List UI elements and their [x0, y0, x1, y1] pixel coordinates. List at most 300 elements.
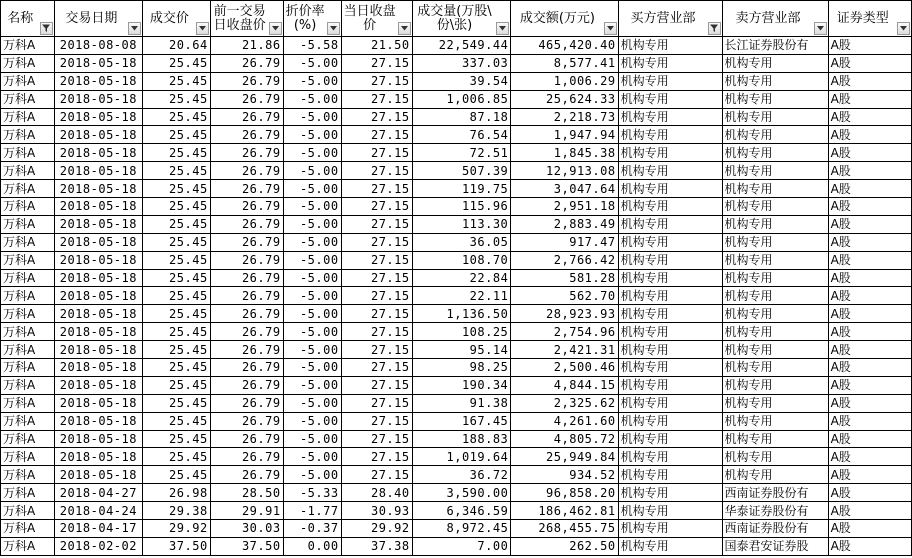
cell-name[interactable]: 万科A [1, 502, 55, 520]
cell-prev-close[interactable]: 26.79 [210, 466, 283, 484]
cell-close[interactable]: 29.92 [341, 520, 412, 538]
cell-security-type[interactable]: A股 [828, 502, 911, 520]
cell-discount-rate[interactable]: -5.00 [283, 466, 341, 484]
cell-buyer[interactable]: 机构专用 [618, 287, 722, 305]
cell-security-type[interactable]: A股 [828, 359, 911, 377]
cell-price[interactable]: 29.92 [143, 520, 210, 538]
cell-discount-rate[interactable]: -5.58 [283, 37, 341, 55]
cell-amount[interactable]: 2,500.46 [511, 359, 618, 377]
cell-buyer[interactable]: 机构专用 [618, 430, 722, 448]
cell-price[interactable]: 25.45 [143, 233, 210, 251]
filter-dropdown-icon[interactable] [196, 22, 209, 35]
cell-seller[interactable]: 机构专用 [722, 215, 828, 233]
cell-price[interactable]: 25.45 [143, 305, 210, 323]
cell-buyer[interactable]: 机构专用 [618, 144, 722, 162]
cell-amount[interactable]: 2,951.18 [511, 198, 618, 216]
cell-name[interactable]: 万科A [1, 376, 55, 394]
cell-volume[interactable]: 1,136.50 [412, 305, 511, 323]
cell-discount-rate[interactable]: -5.00 [283, 305, 341, 323]
cell-trade-date[interactable]: 2018-05-18 [54, 269, 143, 287]
cell-close[interactable]: 27.15 [341, 198, 412, 216]
cell-close[interactable]: 37.38 [341, 537, 412, 555]
cell-close[interactable]: 28.40 [341, 484, 412, 502]
cell-buyer[interactable]: 机构专用 [618, 269, 722, 287]
cell-security-type[interactable]: A股 [828, 323, 911, 341]
cell-volume[interactable]: 36.72 [412, 466, 511, 484]
cell-discount-rate[interactable]: -5.00 [283, 394, 341, 412]
cell-volume[interactable]: 507.39 [412, 162, 511, 180]
cell-security-type[interactable]: A股 [828, 484, 911, 502]
cell-volume[interactable]: 3,590.00 [412, 484, 511, 502]
cell-buyer[interactable]: 机构专用 [618, 90, 722, 108]
cell-name[interactable]: 万科A [1, 251, 55, 269]
cell-trade-date[interactable]: 2018-05-18 [54, 180, 143, 198]
cell-close[interactable]: 27.15 [341, 466, 412, 484]
cell-trade-date[interactable]: 2018-08-08 [54, 37, 143, 55]
cell-buyer[interactable]: 机构专用 [618, 448, 722, 466]
cell-security-type[interactable]: A股 [828, 90, 911, 108]
cell-prev-close[interactable]: 26.79 [210, 233, 283, 251]
cell-seller[interactable]: 西南证券股份有 [722, 484, 828, 502]
cell-trade-date[interactable]: 2018-05-18 [54, 466, 143, 484]
cell-prev-close[interactable]: 30.03 [210, 520, 283, 538]
cell-volume[interactable]: 108.25 [412, 323, 511, 341]
cell-close[interactable]: 27.15 [341, 215, 412, 233]
cell-discount-rate[interactable]: -5.33 [283, 484, 341, 502]
cell-volume[interactable]: 95.14 [412, 341, 511, 359]
cell-name[interactable]: 万科A [1, 359, 55, 377]
cell-name[interactable]: 万科A [1, 520, 55, 538]
cell-amount[interactable]: 562.70 [511, 287, 618, 305]
cell-name[interactable]: 万科A [1, 430, 55, 448]
cell-discount-rate[interactable]: -5.00 [283, 90, 341, 108]
cell-prev-close[interactable]: 26.79 [210, 323, 283, 341]
cell-volume[interactable]: 115.96 [412, 198, 511, 216]
cell-buyer[interactable]: 机构专用 [618, 412, 722, 430]
cell-seller[interactable]: 长江证券股份有 [722, 37, 828, 55]
cell-volume[interactable]: 76.54 [412, 126, 511, 144]
cell-buyer[interactable]: 机构专用 [618, 251, 722, 269]
cell-amount[interactable]: 4,805.72 [511, 430, 618, 448]
cell-seller[interactable]: 机构专用 [722, 198, 828, 216]
cell-discount-rate[interactable]: -5.00 [283, 180, 341, 198]
cell-buyer[interactable]: 机构专用 [618, 162, 722, 180]
cell-discount-rate[interactable]: -5.00 [283, 412, 341, 430]
cell-price[interactable]: 25.45 [143, 90, 210, 108]
cell-volume[interactable]: 22.84 [412, 269, 511, 287]
cell-seller[interactable]: 机构专用 [722, 305, 828, 323]
cell-amount[interactable]: 4,844.15 [511, 376, 618, 394]
cell-prev-close[interactable]: 26.79 [210, 287, 283, 305]
cell-discount-rate[interactable]: -5.00 [283, 233, 341, 251]
cell-discount-rate[interactable]: -5.00 [283, 54, 341, 72]
cell-trade-date[interactable]: 2018-05-18 [54, 108, 143, 126]
cell-prev-close[interactable]: 26.79 [210, 180, 283, 198]
cell-discount-rate[interactable]: -1.77 [283, 502, 341, 520]
filter-dropdown-icon[interactable] [269, 22, 282, 35]
cell-prev-close[interactable]: 28.50 [210, 484, 283, 502]
cell-price[interactable]: 25.45 [143, 394, 210, 412]
cell-trade-date[interactable]: 2018-05-18 [54, 233, 143, 251]
cell-buyer[interactable]: 机构专用 [618, 215, 722, 233]
cell-seller[interactable]: 机构专用 [722, 251, 828, 269]
cell-close[interactable]: 27.15 [341, 251, 412, 269]
cell-close[interactable]: 21.50 [341, 37, 412, 55]
cell-seller[interactable]: 机构专用 [722, 376, 828, 394]
cell-name[interactable]: 万科A [1, 180, 55, 198]
cell-volume[interactable]: 72.51 [412, 144, 511, 162]
cell-price[interactable]: 29.38 [143, 502, 210, 520]
cell-close[interactable]: 30.93 [341, 502, 412, 520]
cell-price[interactable]: 25.45 [143, 198, 210, 216]
cell-volume[interactable]: 87.18 [412, 108, 511, 126]
cell-volume[interactable]: 188.83 [412, 430, 511, 448]
cell-discount-rate[interactable]: -5.00 [283, 215, 341, 233]
cell-price[interactable]: 25.45 [143, 430, 210, 448]
cell-close[interactable]: 27.15 [341, 412, 412, 430]
cell-seller[interactable]: 国泰君安证券股 [722, 537, 828, 555]
cell-seller[interactable]: 机构专用 [722, 359, 828, 377]
cell-volume[interactable]: 337.03 [412, 54, 511, 72]
cell-amount[interactable]: 28,923.93 [511, 305, 618, 323]
cell-discount-rate[interactable]: -5.00 [283, 323, 341, 341]
cell-volume[interactable]: 22.11 [412, 287, 511, 305]
cell-discount-rate[interactable]: -5.00 [283, 126, 341, 144]
cell-close[interactable]: 27.15 [341, 359, 412, 377]
cell-trade-date[interactable]: 2018-05-18 [54, 430, 143, 448]
cell-volume[interactable]: 6,346.59 [412, 502, 511, 520]
cell-seller[interactable]: 机构专用 [722, 394, 828, 412]
cell-prev-close[interactable]: 26.79 [210, 305, 283, 323]
cell-amount[interactable]: 2,218.73 [511, 108, 618, 126]
cell-amount[interactable]: 917.47 [511, 233, 618, 251]
cell-buyer[interactable]: 机构专用 [618, 484, 722, 502]
cell-close[interactable]: 27.15 [341, 430, 412, 448]
cell-trade-date[interactable]: 2018-05-18 [54, 126, 143, 144]
cell-trade-date[interactable]: 2018-05-18 [54, 54, 143, 72]
cell-seller[interactable]: 机构专用 [722, 448, 828, 466]
cell-trade-date[interactable]: 2018-05-18 [54, 198, 143, 216]
cell-price[interactable]: 25.45 [143, 359, 210, 377]
cell-discount-rate[interactable]: -5.00 [283, 251, 341, 269]
cell-buyer[interactable]: 机构专用 [618, 466, 722, 484]
cell-prev-close[interactable]: 26.79 [210, 108, 283, 126]
cell-close[interactable]: 27.15 [341, 144, 412, 162]
cell-volume[interactable]: 98.25 [412, 359, 511, 377]
cell-price[interactable]: 25.45 [143, 144, 210, 162]
cell-close[interactable]: 27.15 [341, 287, 412, 305]
cell-name[interactable]: 万科A [1, 537, 55, 555]
cell-prev-close[interactable]: 26.79 [210, 54, 283, 72]
cell-trade-date[interactable]: 2018-05-18 [54, 359, 143, 377]
cell-trade-date[interactable]: 2018-04-24 [54, 502, 143, 520]
cell-security-type[interactable]: A股 [828, 144, 911, 162]
cell-price[interactable]: 25.45 [143, 376, 210, 394]
cell-prev-close[interactable]: 26.79 [210, 72, 283, 90]
cell-seller[interactable]: 机构专用 [722, 430, 828, 448]
cell-security-type[interactable]: A股 [828, 430, 911, 448]
filter-dropdown-icon[interactable] [604, 22, 617, 35]
cell-security-type[interactable]: A股 [828, 54, 911, 72]
cell-buyer[interactable]: 机构专用 [618, 537, 722, 555]
cell-prev-close[interactable]: 26.79 [210, 144, 283, 162]
cell-amount[interactable]: 1,947.94 [511, 126, 618, 144]
cell-trade-date[interactable]: 2018-05-18 [54, 72, 143, 90]
cell-discount-rate[interactable]: -5.00 [283, 430, 341, 448]
cell-price[interactable]: 25.45 [143, 215, 210, 233]
cell-trade-date[interactable]: 2018-05-18 [54, 162, 143, 180]
cell-seller[interactable]: 机构专用 [722, 323, 828, 341]
cell-price[interactable]: 25.45 [143, 412, 210, 430]
cell-price[interactable]: 25.45 [143, 162, 210, 180]
cell-buyer[interactable]: 机构专用 [618, 180, 722, 198]
cell-price[interactable]: 25.45 [143, 251, 210, 269]
cell-name[interactable]: 万科A [1, 162, 55, 180]
filter-dropdown-icon[interactable] [398, 22, 411, 35]
cell-price[interactable]: 25.45 [143, 54, 210, 72]
cell-name[interactable]: 万科A [1, 412, 55, 430]
cell-buyer[interactable]: 机构专用 [618, 323, 722, 341]
cell-discount-rate[interactable]: -5.00 [283, 269, 341, 287]
cell-trade-date[interactable]: 2018-05-18 [54, 144, 143, 162]
cell-discount-rate[interactable]: -5.00 [283, 448, 341, 466]
cell-close[interactable]: 27.15 [341, 54, 412, 72]
cell-buyer[interactable]: 机构专用 [618, 520, 722, 538]
cell-volume[interactable]: 108.70 [412, 251, 511, 269]
cell-buyer[interactable]: 机构专用 [618, 394, 722, 412]
cell-seller[interactable]: 机构专用 [722, 341, 828, 359]
cell-prev-close[interactable]: 26.79 [210, 251, 283, 269]
cell-amount[interactable]: 4,261.60 [511, 412, 618, 430]
cell-volume[interactable]: 119.75 [412, 180, 511, 198]
cell-seller[interactable]: 机构专用 [722, 162, 828, 180]
cell-close[interactable]: 27.15 [341, 162, 412, 180]
cell-prev-close[interactable]: 26.79 [210, 341, 283, 359]
cell-amount[interactable]: 25,624.33 [511, 90, 618, 108]
cell-seller[interactable]: 机构专用 [722, 72, 828, 90]
cell-price[interactable]: 25.45 [143, 466, 210, 484]
cell-volume[interactable]: 7.00 [412, 537, 511, 555]
cell-prev-close[interactable]: 26.79 [210, 412, 283, 430]
cell-amount[interactable]: 1,006.29 [511, 72, 618, 90]
cell-seller[interactable]: 机构专用 [722, 54, 828, 72]
cell-trade-date[interactable]: 2018-05-18 [54, 305, 143, 323]
cell-close[interactable]: 27.15 [341, 376, 412, 394]
cell-trade-date[interactable]: 2018-05-18 [54, 376, 143, 394]
cell-volume[interactable]: 1,006.85 [412, 90, 511, 108]
cell-name[interactable]: 万科A [1, 198, 55, 216]
cell-name[interactable]: 万科A [1, 233, 55, 251]
cell-amount[interactable]: 12,913.08 [511, 162, 618, 180]
cell-price[interactable]: 25.45 [143, 72, 210, 90]
cell-seller[interactable]: 西南证券股份有 [722, 520, 828, 538]
cell-security-type[interactable]: A股 [828, 269, 911, 287]
cell-name[interactable]: 万科A [1, 144, 55, 162]
cell-discount-rate[interactable]: -5.00 [283, 198, 341, 216]
cell-trade-date[interactable]: 2018-05-18 [54, 323, 143, 341]
cell-volume[interactable]: 167.45 [412, 412, 511, 430]
cell-security-type[interactable]: A股 [828, 215, 911, 233]
cell-security-type[interactable]: A股 [828, 108, 911, 126]
cell-prev-close[interactable]: 29.91 [210, 502, 283, 520]
cell-seller[interactable]: 华泰证券股份有 [722, 502, 828, 520]
cell-buyer[interactable]: 机构专用 [618, 376, 722, 394]
cell-close[interactable]: 27.15 [341, 448, 412, 466]
cell-amount[interactable]: 934.52 [511, 466, 618, 484]
cell-price[interactable]: 26.98 [143, 484, 210, 502]
cell-discount-rate[interactable]: -0.37 [283, 520, 341, 538]
cell-buyer[interactable]: 机构专用 [618, 126, 722, 144]
cell-discount-rate[interactable]: 0.00 [283, 537, 341, 555]
cell-security-type[interactable]: A股 [828, 251, 911, 269]
cell-amount[interactable]: 2,325.62 [511, 394, 618, 412]
cell-prev-close[interactable]: 26.79 [210, 376, 283, 394]
cell-close[interactable]: 27.15 [341, 233, 412, 251]
cell-trade-date[interactable]: 2018-05-18 [54, 448, 143, 466]
cell-seller[interactable]: 机构专用 [722, 287, 828, 305]
cell-price[interactable]: 20.64 [143, 37, 210, 55]
cell-buyer[interactable]: 机构专用 [618, 198, 722, 216]
cell-close[interactable]: 27.15 [341, 108, 412, 126]
cell-buyer[interactable]: 机构专用 [618, 305, 722, 323]
cell-discount-rate[interactable]: -5.00 [283, 341, 341, 359]
cell-seller[interactable]: 机构专用 [722, 233, 828, 251]
cell-name[interactable]: 万科A [1, 37, 55, 55]
cell-seller[interactable]: 机构专用 [722, 466, 828, 484]
cell-price[interactable]: 25.45 [143, 126, 210, 144]
cell-volume[interactable]: 39.54 [412, 72, 511, 90]
cell-buyer[interactable]: 机构专用 [618, 108, 722, 126]
cell-buyer[interactable]: 机构专用 [618, 502, 722, 520]
cell-amount[interactable]: 186,462.81 [511, 502, 618, 520]
cell-trade-date[interactable]: 2018-02-02 [54, 537, 143, 555]
cell-close[interactable]: 27.15 [341, 341, 412, 359]
cell-name[interactable]: 万科A [1, 448, 55, 466]
cell-seller[interactable]: 机构专用 [722, 144, 828, 162]
cell-seller[interactable]: 机构专用 [722, 412, 828, 430]
cell-close[interactable]: 27.15 [341, 269, 412, 287]
cell-name[interactable]: 万科A [1, 269, 55, 287]
cell-buyer[interactable]: 机构专用 [618, 72, 722, 90]
cell-seller[interactable]: 机构专用 [722, 269, 828, 287]
cell-seller[interactable]: 机构专用 [722, 108, 828, 126]
cell-price[interactable]: 25.45 [143, 448, 210, 466]
cell-close[interactable]: 27.15 [341, 126, 412, 144]
cell-close[interactable]: 27.15 [341, 180, 412, 198]
cell-close[interactable]: 27.15 [341, 394, 412, 412]
cell-buyer[interactable]: 机构专用 [618, 37, 722, 55]
cell-name[interactable]: 万科A [1, 72, 55, 90]
cell-security-type[interactable]: A股 [828, 520, 911, 538]
cell-price[interactable]: 25.45 [143, 180, 210, 198]
cell-volume[interactable]: 8,972.45 [412, 520, 511, 538]
cell-amount[interactable]: 268,455.75 [511, 520, 618, 538]
cell-security-type[interactable]: A股 [828, 72, 911, 90]
cell-close[interactable]: 27.15 [341, 305, 412, 323]
cell-buyer[interactable]: 机构专用 [618, 54, 722, 72]
cell-prev-close[interactable]: 26.79 [210, 430, 283, 448]
cell-buyer[interactable]: 机构专用 [618, 359, 722, 377]
cell-amount[interactable]: 262.50 [511, 537, 618, 555]
cell-seller[interactable]: 机构专用 [722, 90, 828, 108]
cell-prev-close[interactable]: 26.79 [210, 126, 283, 144]
cell-amount[interactable]: 2,421.31 [511, 341, 618, 359]
cell-name[interactable]: 万科A [1, 341, 55, 359]
cell-amount[interactable]: 96,858.20 [511, 484, 618, 502]
cell-amount[interactable]: 465,420.40 [511, 37, 618, 55]
cell-security-type[interactable]: A股 [828, 180, 911, 198]
cell-prev-close[interactable]: 26.79 [210, 162, 283, 180]
filter-funnel-icon[interactable] [40, 22, 53, 35]
cell-prev-close[interactable]: 26.79 [210, 198, 283, 216]
cell-trade-date[interactable]: 2018-05-18 [54, 251, 143, 269]
cell-volume[interactable]: 36.05 [412, 233, 511, 251]
cell-discount-rate[interactable]: -5.00 [283, 162, 341, 180]
cell-prev-close[interactable]: 26.79 [210, 359, 283, 377]
cell-discount-rate[interactable]: -5.00 [283, 72, 341, 90]
cell-security-type[interactable]: A股 [828, 537, 911, 555]
cell-security-type[interactable]: A股 [828, 287, 911, 305]
cell-prev-close[interactable]: 26.79 [210, 448, 283, 466]
cell-name[interactable]: 万科A [1, 215, 55, 233]
cell-amount[interactable]: 2,754.96 [511, 323, 618, 341]
cell-name[interactable]: 万科A [1, 305, 55, 323]
filter-dropdown-icon[interactable] [897, 22, 910, 35]
cell-security-type[interactable]: A股 [828, 412, 911, 430]
filter-dropdown-icon[interactable] [327, 22, 340, 35]
cell-prev-close[interactable]: 21.86 [210, 37, 283, 55]
cell-close[interactable]: 27.15 [341, 72, 412, 90]
cell-price[interactable]: 25.45 [143, 341, 210, 359]
cell-discount-rate[interactable]: -5.00 [283, 359, 341, 377]
cell-amount[interactable]: 2,883.49 [511, 215, 618, 233]
cell-amount[interactable]: 3,047.64 [511, 180, 618, 198]
cell-volume[interactable]: 91.38 [412, 394, 511, 412]
cell-price[interactable]: 25.45 [143, 108, 210, 126]
cell-buyer[interactable]: 机构专用 [618, 233, 722, 251]
cell-price[interactable]: 25.45 [143, 287, 210, 305]
filter-dropdown-icon[interactable] [496, 22, 509, 35]
cell-security-type[interactable]: A股 [828, 305, 911, 323]
filter-funnel-icon[interactable] [708, 22, 721, 35]
cell-security-type[interactable]: A股 [828, 233, 911, 251]
cell-name[interactable]: 万科A [1, 126, 55, 144]
cell-amount[interactable]: 581.28 [511, 269, 618, 287]
cell-trade-date[interactable]: 2018-05-18 [54, 287, 143, 305]
cell-price[interactable]: 37.50 [143, 537, 210, 555]
filter-dropdown-icon[interactable] [814, 22, 827, 35]
cell-discount-rate[interactable]: -5.00 [283, 144, 341, 162]
cell-trade-date[interactable]: 2018-05-18 [54, 215, 143, 233]
cell-prev-close[interactable]: 37.50 [210, 537, 283, 555]
cell-volume[interactable]: 113.30 [412, 215, 511, 233]
cell-price[interactable]: 25.45 [143, 323, 210, 341]
cell-name[interactable]: 万科A [1, 90, 55, 108]
cell-close[interactable]: 27.15 [341, 323, 412, 341]
cell-name[interactable]: 万科A [1, 54, 55, 72]
cell-name[interactable]: 万科A [1, 466, 55, 484]
cell-name[interactable]: 万科A [1, 394, 55, 412]
cell-amount[interactable]: 25,949.84 [511, 448, 618, 466]
cell-close[interactable]: 27.15 [341, 90, 412, 108]
cell-discount-rate[interactable]: -5.00 [283, 108, 341, 126]
cell-prev-close[interactable]: 26.79 [210, 269, 283, 287]
cell-amount[interactable]: 2,766.42 [511, 251, 618, 269]
cell-volume[interactable]: 22,549.44 [412, 37, 511, 55]
cell-name[interactable]: 万科A [1, 323, 55, 341]
cell-prev-close[interactable]: 26.79 [210, 394, 283, 412]
cell-security-type[interactable]: A股 [828, 126, 911, 144]
